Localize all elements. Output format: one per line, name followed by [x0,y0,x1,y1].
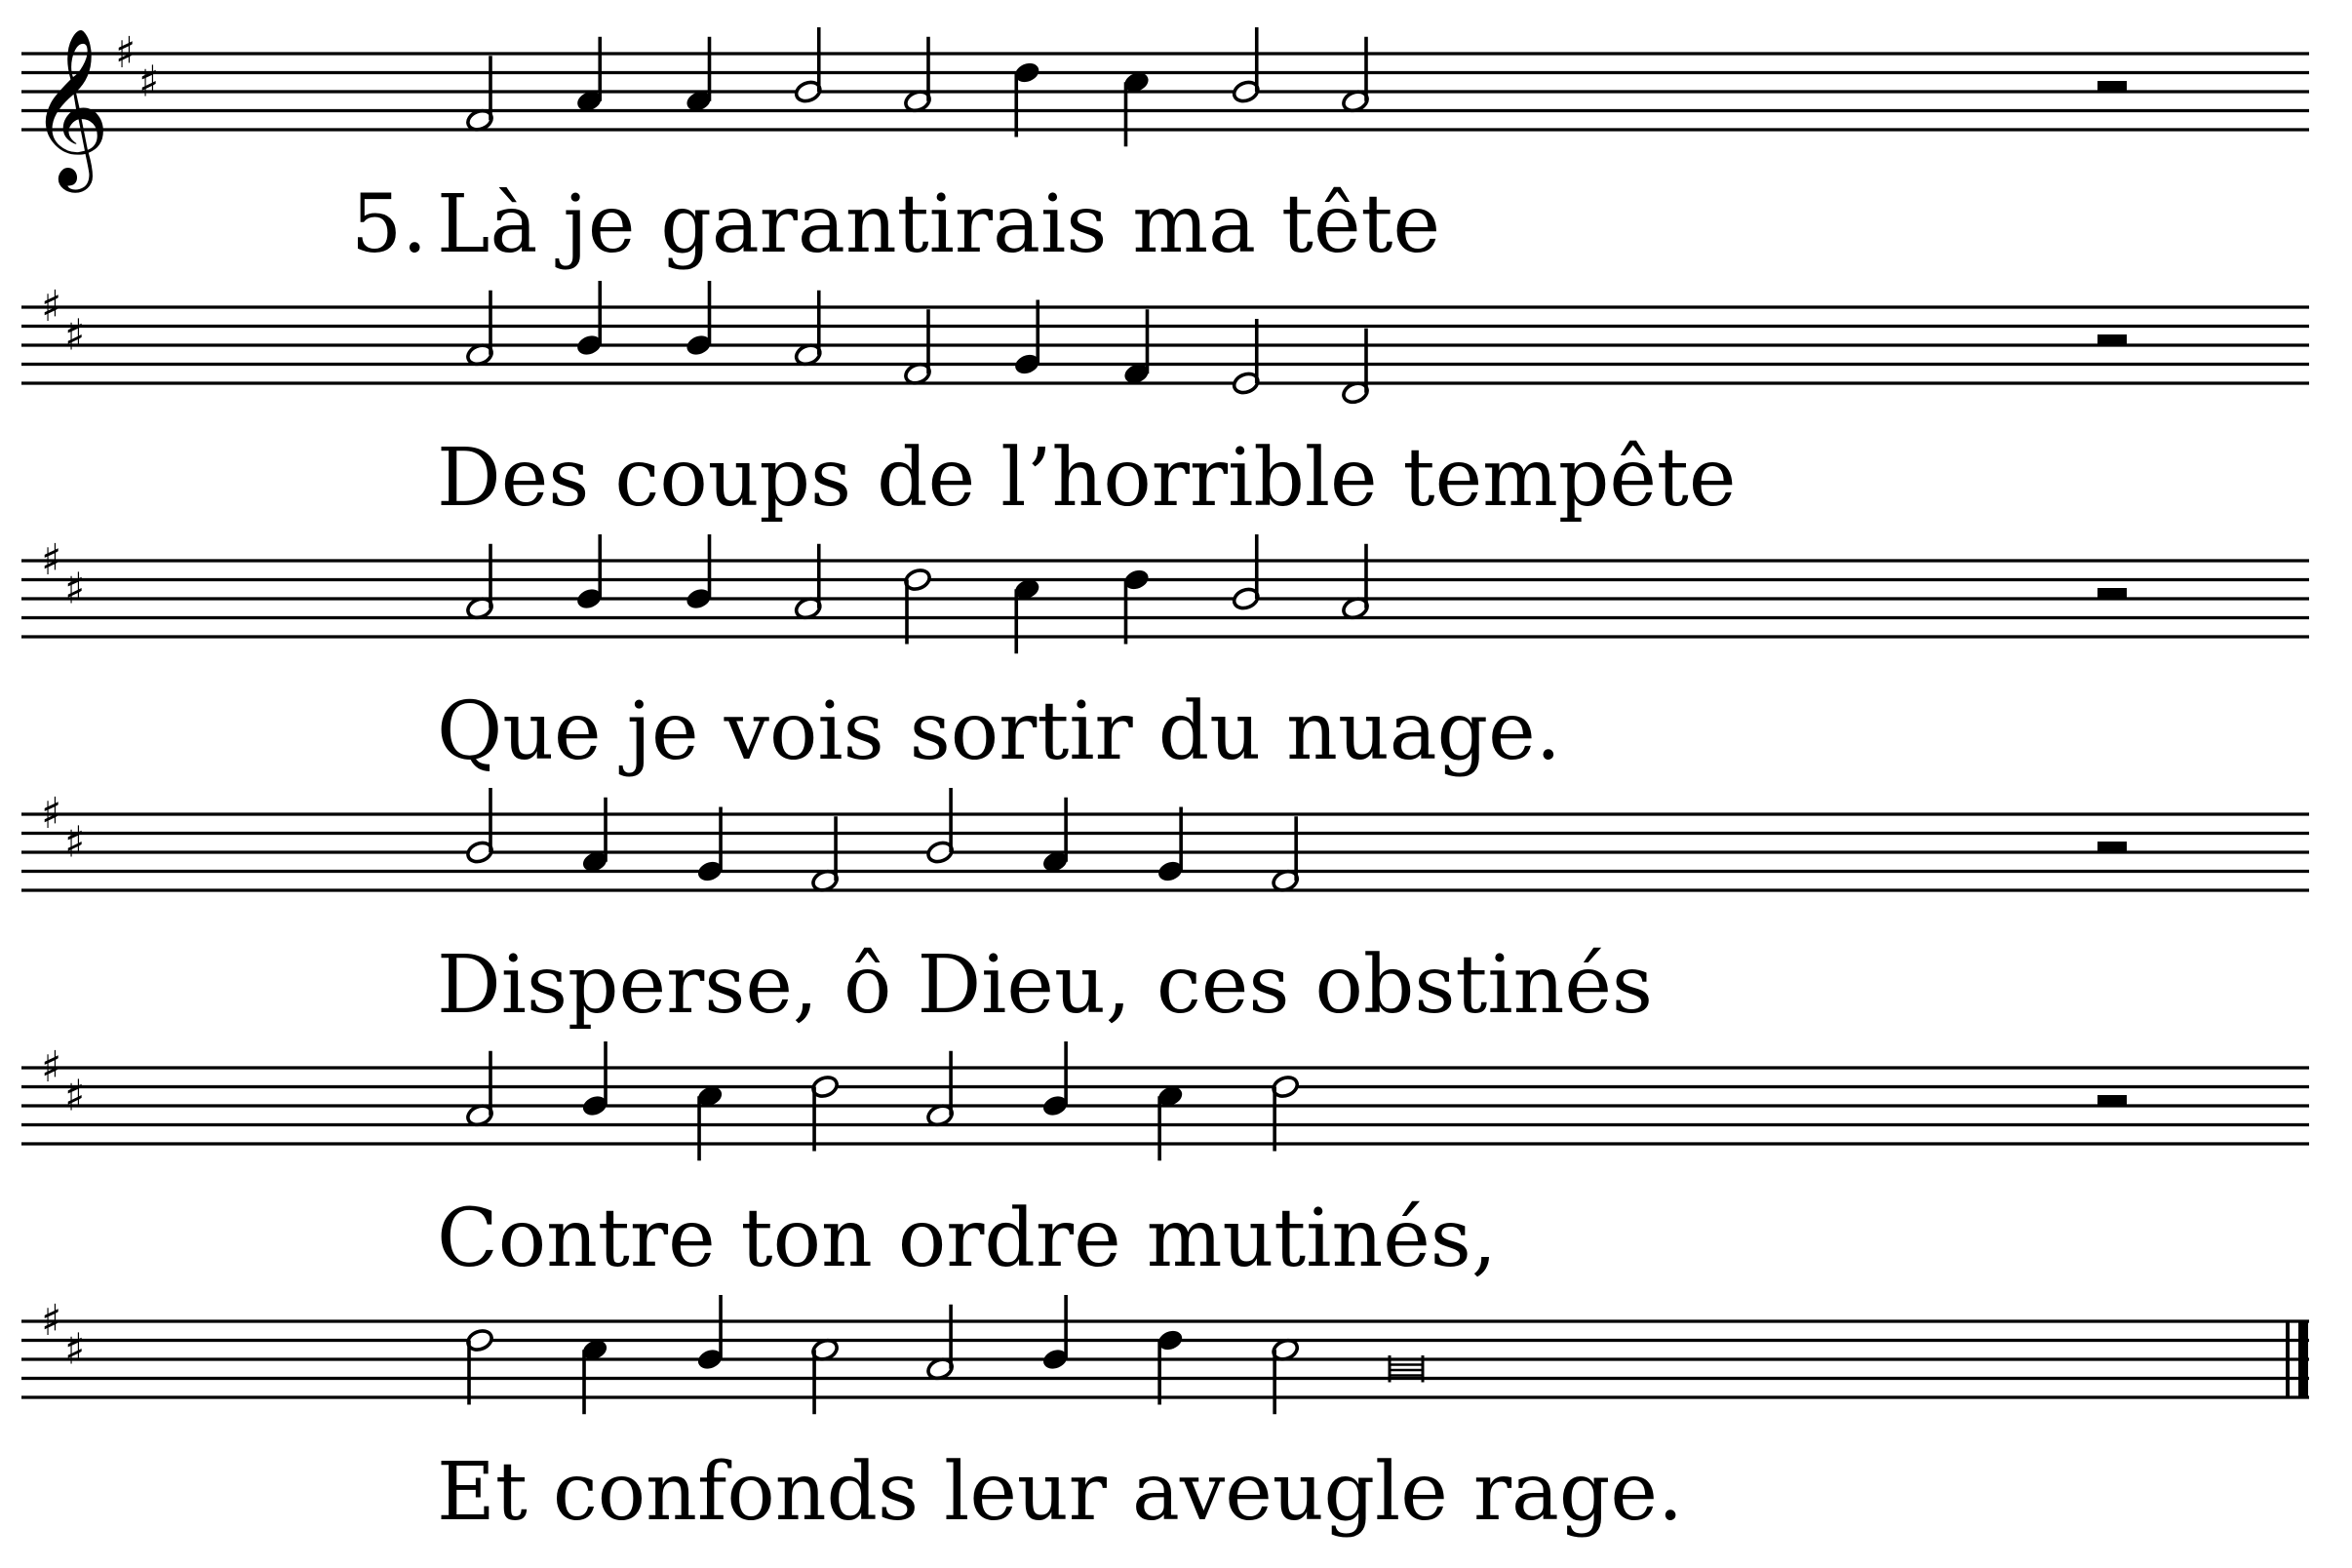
key-sharp-f-icon: ♯ [41,1042,62,1092]
note [1122,309,1152,386]
staff-system [21,281,2309,406]
half-rest-icon [2097,334,2127,345]
note [465,544,494,621]
key-sharp-f-icon: ♯ [41,535,62,585]
staff-system [21,27,2309,193]
note [1232,534,1261,611]
note [695,807,725,884]
note [1271,1337,1300,1414]
note [574,534,604,611]
key-sharp-c-icon: ♯ [64,1324,86,1375]
note [1122,567,1152,644]
note [1271,1074,1300,1151]
treble-clef-icon: 𝄞 [29,27,110,186]
half-rest-icon [2097,842,2127,852]
note [1012,576,1041,653]
lyric-line-1: Là je garantirais ma tête [437,178,1441,271]
key-sharp-f-icon: ♯ [41,1296,62,1346]
key-sharp-f-icon: ♯ [41,282,62,332]
staff-system [21,788,2309,893]
note [925,1051,955,1128]
note [903,567,932,644]
note [695,1083,725,1160]
note [465,1051,494,1128]
key-sharp-f-icon: ♯ [115,28,137,78]
key-sharp-c-icon: ♯ [64,564,86,614]
lyric-line-3: Que je vois sortir du nuage. [437,686,1561,778]
staff-system [21,1295,2309,1414]
note [1341,544,1370,621]
note [1156,1327,1185,1404]
lyric-line-6: Et confonds leur aveugle rage. [437,1446,1684,1539]
note [794,544,823,621]
lyric-line-2: Des coups de l’horrible tempête [437,432,1737,525]
note [1012,300,1041,377]
lyric-line-4: Disperse, ô Dieu, ces obstinés [437,939,1654,1032]
note [685,534,714,611]
note [685,281,714,358]
note [465,788,494,865]
verse-number: 5. [351,178,428,271]
note [1040,1295,1070,1372]
note [1341,37,1370,114]
key-sharp-c-icon: ♯ [64,1071,86,1121]
staff-system [21,1041,2309,1160]
half-rest-icon [2097,1095,2127,1106]
note [695,1295,725,1372]
note [903,309,932,386]
note [794,291,823,368]
lyric-line-5: Contre ton ordre mutinés, [437,1193,1497,1285]
note [810,1337,840,1414]
note [1232,319,1261,396]
note [574,37,604,114]
note [574,281,604,358]
note [1122,69,1152,146]
note [903,37,932,114]
note [1040,1041,1070,1118]
note [685,37,714,114]
note [1271,816,1300,893]
note [580,1041,609,1118]
note [1341,329,1370,406]
key-sharp-f-icon: ♯ [41,789,62,839]
note [1012,59,1041,137]
note [925,788,955,865]
key-sharp-c-icon: ♯ [64,310,86,361]
note [580,1337,609,1414]
key-sharp-c-icon: ♯ [64,817,86,868]
note [925,1305,955,1382]
half-rest-icon [2097,588,2127,599]
note [794,27,823,104]
staff-system [21,534,2309,653]
note [465,1327,494,1404]
key-sharp-c-icon: ♯ [138,57,160,107]
note [580,798,609,875]
note [810,1074,840,1151]
note [1040,798,1070,875]
note [1156,807,1185,884]
note [465,291,494,368]
note [1232,27,1261,104]
note [465,56,494,133]
half-rest-icon [2097,81,2127,92]
note [810,816,840,893]
note [1156,1083,1185,1160]
